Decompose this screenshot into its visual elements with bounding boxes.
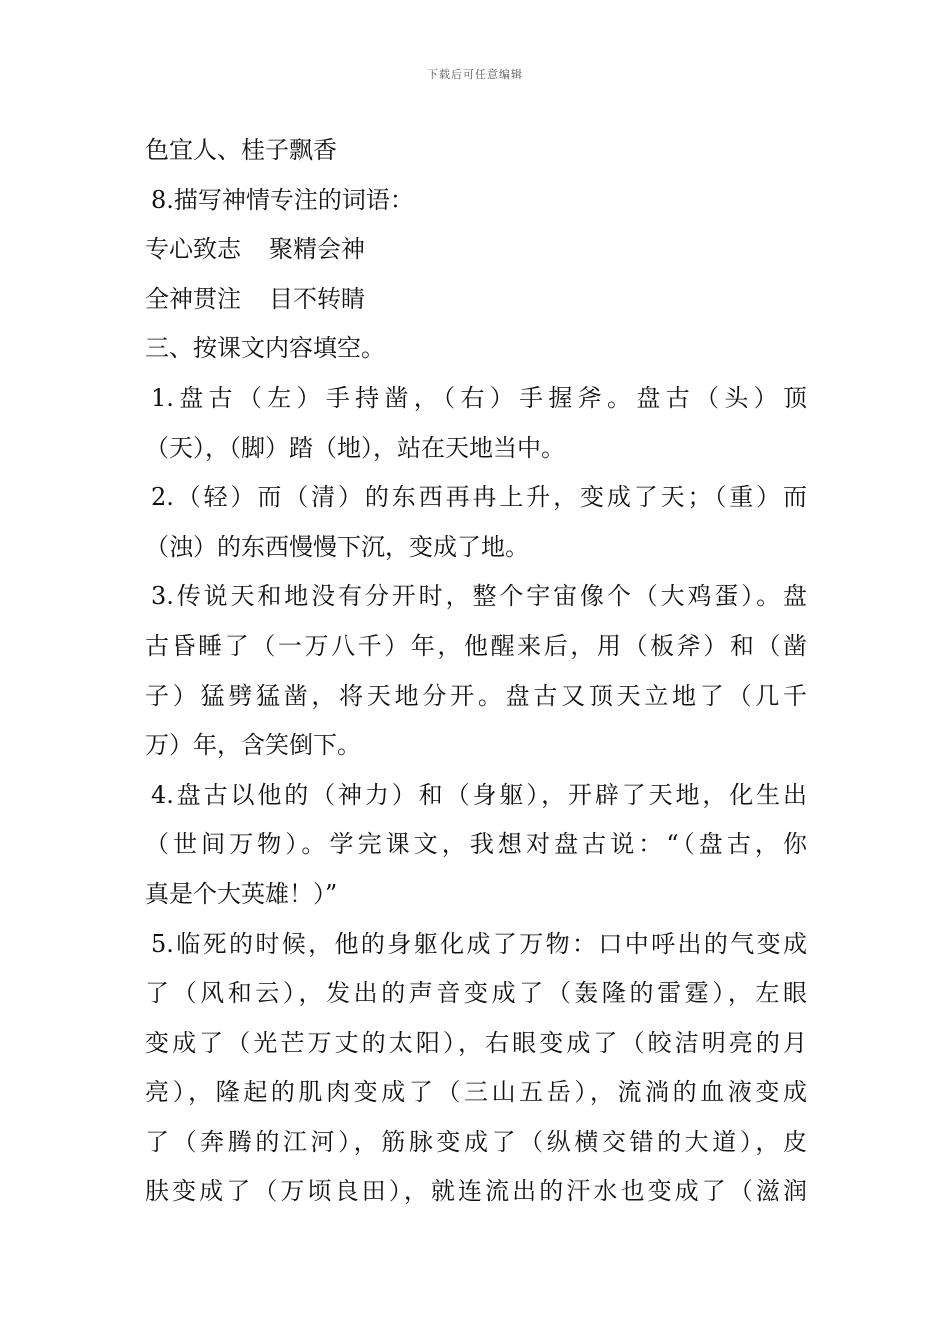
text-line: 2.（轻）而（清）的东西再冉上升，变成了天；（重）而 <box>151 483 807 512</box>
text-line: 变成了（光芒万丈的太阳），右眼变成了（皎洁明亮的月 <box>145 1028 807 1057</box>
text-line: 古昏睡了（一万八千）年，他醒来后，用（板斧）和（凿 <box>145 631 807 660</box>
text-line: 了（奔腾的江河），筋脉变成了（纵横交错的大道），皮 <box>145 1127 807 1156</box>
text-line: 三、按课文内容填空。 <box>145 334 385 363</box>
text-line: 子）猛劈猛凿，将天地分开。盘古又顶天立地了（几千 <box>145 681 807 710</box>
text-line: 4.盘古以他的（神力）和（身躯），开辟了天地，化生出 <box>151 780 807 809</box>
text-line: 亮），隆起的肌肉变成了（三山五岳），流淌的血液变成 <box>145 1078 807 1107</box>
text-line: 真是个大英雄！）” <box>145 879 338 908</box>
text-line: 色宜人、桂子飘香 <box>145 136 337 164</box>
text-line: 8.描写神情专注的词语： <box>151 185 414 214</box>
text-line: （天），（脚）踏（地），站在天地当中。 <box>145 433 565 462</box>
text-line: 专心致志 聚精会神 <box>145 235 365 264</box>
text-line: 1.盘古（左）手持凿，（右）手握斧。盘古（头）顶 <box>151 383 807 412</box>
text-line: 了（风和云），发出的声音变成了（轰隆的雷霆），左眼 <box>145 979 807 1008</box>
document-body <box>145 126 807 1217</box>
text-line: 5.临死的时候，他的身躯化成了万物：口中呼出的气变成 <box>151 929 807 958</box>
text-line: （世间万物）。学完课文，我想对盘古说：“（盘古，你 <box>145 830 807 859</box>
text-line: 3.传说天和地没有分开时，整个宇宙像个（大鸡蛋）。盘 <box>151 582 807 611</box>
text-line: 全神贯注 目不转睛 <box>145 284 365 313</box>
text-line: （浊）的东西慢慢下沉，变成了地。 <box>145 532 529 561</box>
text-line: 肤变成了（万顷良田），就连流出的汗水也变成了（滋润 <box>145 1177 807 1206</box>
text-line: 万）年，含笑倒下。 <box>145 731 361 760</box>
page-header: 下载后可任意编辑 <box>427 68 523 81</box>
